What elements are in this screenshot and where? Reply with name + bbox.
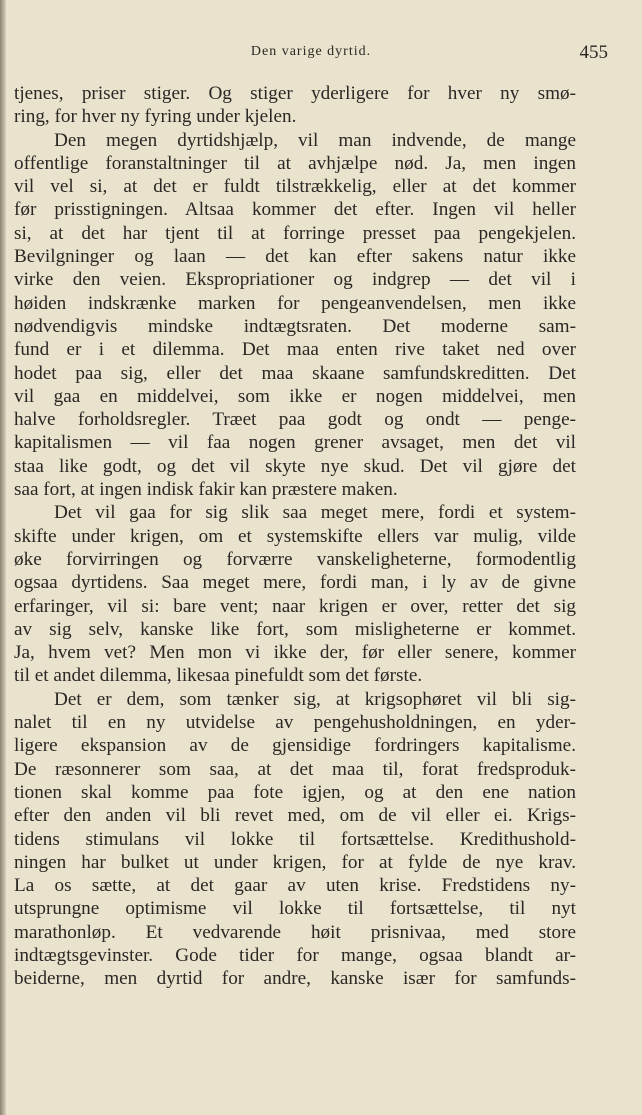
text-line: staa like godt, og det vil skyte nye skud. Det vil gjøre det — [14, 455, 576, 477]
text-line: ogsaa dyrtidens. Saa meget mere, fordi man, i ly av de givne — [14, 572, 576, 594]
text-line: kapitalismen — vil faa nogen grener avsaget, men det vil — [14, 432, 576, 454]
text-line: Ja, hvem vet? Men mon vi ikke der, før eller senere, kommer — [14, 642, 576, 664]
text-line: Bevilgninger og laan — det kan efter sakens natur ikke — [14, 246, 576, 268]
text-line: utsprungne optimisme vil lokke til fortsættelse, til nyt — [14, 898, 576, 920]
text-line: nalet til en ny utvidelse av pengehusholdningen, en yder- — [14, 712, 576, 734]
text-line: vil gaa en middelvei, som ikke er nogen middelvei, men — [14, 385, 576, 407]
text-line: skifte under krigen, om et systemskifte ellers var mulig, vilde — [14, 525, 576, 547]
text-line: Den megen dyrtidshjælp, vil man indvende, de mange — [54, 129, 576, 151]
text-line: virke den veien. Ekspropriationer og indgrep — det vil i — [14, 269, 576, 291]
text-line: ningen har bulket ut under krigen, for at fylde de nye krav. — [14, 851, 576, 873]
text-line: tionen skal komme paa fote igjen, og at den ene nation — [14, 781, 576, 803]
text-line: si, at det har tjent til at forringe presset paa pengekjelen. — [14, 222, 576, 244]
text-line: Det er dem, som tænker sig, at krigsophøret vil bli sig- — [54, 688, 576, 710]
text-line: marathonløp. Et vedvarende høit prisnivaa, med store — [14, 921, 576, 943]
text-line: offentlige foranstaltninger til at avhjælpe nød. Ja, men ingen — [14, 152, 576, 174]
text-line: av sig selv, kanske like fort, som misligheterne er kommet. — [14, 618, 576, 640]
text-line: efter den anden vil bli revet med, om de vil eller ei. Krigs- — [14, 805, 576, 827]
text-line: De ræsonnerer som saa, at det maa til, forat fredsproduk- — [14, 758, 576, 780]
text-line: indtægtsgevinster. Gode tider for mange, ogsaa blandt ar- — [14, 944, 576, 966]
text-line: tidens stimulans vil lokke til fortsættelse. Kredithushold- — [14, 828, 576, 850]
text-line: tjenes, priser stiger. Og stiger yderligere for hver ny smø- — [14, 83, 576, 104]
text-line: øke forvirringen og forværre vanskeligheterne, formodentlig — [14, 548, 576, 570]
text-line: ring, for hver ny fyring under kjelen. — [14, 106, 297, 128]
text-line: før prisstigningen. Altsaa kommer det efter. Ingen vil heller — [14, 199, 576, 221]
text-line: vil vel si, at det er fuldt tilstrækkelig, eller at det kommer — [14, 176, 576, 198]
text-line: saa fort, at ingen indisk fakir kan præstere maken. — [14, 479, 398, 501]
text-line: ligere ekspansion av de gjensidige fordringers kapitalisme. — [14, 735, 576, 757]
text-line: beiderne, men dyrtid for andre, kanske især for samfunds- — [14, 968, 576, 990]
running-head: Den varige dyrtid. — [250, 44, 372, 59]
text-line: fund er i et dilemma. Det maa enten rive taket ned over — [14, 339, 576, 361]
body-text — [14, 82, 576, 991]
text-line: halve forholdsregler. Træet paa godt og ondt — penge- — [14, 409, 576, 431]
text-line: La os sætte, at det gaar av uten krise. Fredstidens ny- — [14, 875, 576, 897]
page-header — [14, 42, 608, 68]
page-binding-edge — [0, 0, 6, 1115]
text-line: Det vil gaa for sig slik saa meget mere, fordi et system- — [54, 502, 576, 524]
page-number: 455 — [579, 42, 608, 63]
text-line: nødvendigvis mindske indtægtsraten. Det moderne sam- — [14, 315, 576, 337]
text-line: til et andet dilemma, likesaa pinefuldt som det første. — [14, 665, 423, 687]
text-line: høiden indskrænke marken for pengeanvendelsen, men ikke — [14, 292, 576, 314]
text-line: hodet paa sig, eller det maa skaane samfundskreditten. Det — [14, 362, 576, 384]
text-line: erfaringer, vil si: bare vent; naar krigen er over, retter det sig — [14, 595, 576, 617]
